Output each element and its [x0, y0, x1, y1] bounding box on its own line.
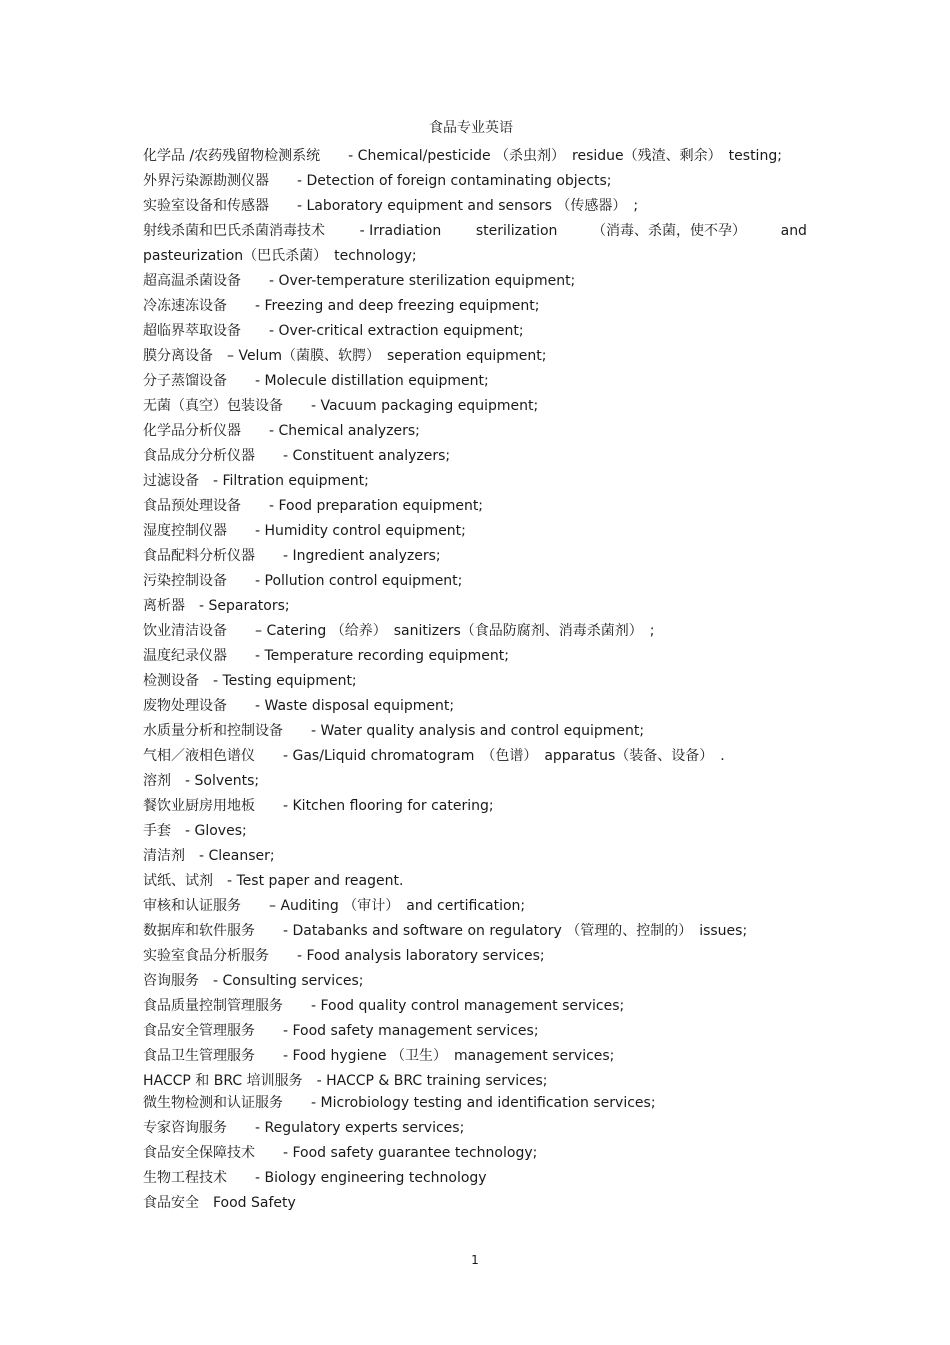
- list-item: 化学品分析仪器 - Chemical analyzers;: [143, 423, 420, 439]
- list-item: 专家咨询服务 - Regulatory experts services;: [143, 1120, 465, 1136]
- list-item: 化学品 /农药残留物检测系统 - Chemical/pesticide （杀虫剂） residue（残渣、剩余） testing;: [143, 148, 782, 164]
- list-item: 食品安全保障技术 - Food safety guarantee technology;: [143, 1145, 538, 1161]
- list-item: 试纸、试剂 - Test paper and reagent.: [143, 873, 404, 889]
- list-item: 食品预处理设备 - Food preparation equipment;: [143, 498, 484, 514]
- list-item-irradiation: [143, 219, 807, 244]
- list-item: 超临界萃取设备 - Over-critical extraction equipment;: [143, 323, 524, 339]
- list-item: 咨询服务 - Consulting services;: [143, 973, 364, 989]
- irradiation-sterilization: sterilization: [475, 223, 558, 239]
- list-item: 离析器 - Separators;: [143, 598, 290, 614]
- list-item: 膜分离设备 – Velum（菌膜、软腭） seperation equipment;: [143, 348, 547, 364]
- list-item: 手套 - Gloves;: [143, 823, 247, 839]
- list-item: 分子蒸馏设备 - Molecule distillation equipment;: [143, 373, 489, 389]
- list-item: 溶剂 - Solvents;: [143, 773, 260, 789]
- list-item: HACCP 和 BRC 培训服务 - HACCP & BRC training services;: [143, 1073, 548, 1089]
- list-item: 冷冻速冻设备 - Freezing and deep freezing equipment;: [143, 298, 540, 314]
- list-item: 餐饮业厨房用地板 - Kitchen flooring for catering;: [143, 798, 494, 814]
- list-item: 食品成分分析仪器 - Constituent analyzers;: [143, 448, 451, 464]
- list-item: 气相／液相色谱仪 - Gas/Liquid chromatogram （色谱） apparatus（装备、设备） .: [143, 748, 725, 764]
- list-item: 实验室设备和传感器 - Laboratory equipment and sensors （传感器） ;: [143, 198, 639, 214]
- list-item: 实验室食品分析服务 - Food analysis laboratory services;: [143, 948, 545, 964]
- list-item: pasteurization（巴氏杀菌） technology;: [143, 248, 417, 264]
- list-item: 审核和认证服务 – Auditing （审计） and certification;: [143, 898, 526, 914]
- list-item: 外界污染源勘测仪器 - Detection of foreign contaminating objects;: [143, 173, 612, 189]
- list-item: 食品配料分析仪器 - Ingredient analyzers;: [143, 548, 441, 564]
- list-item: 湿度控制仪器 - Humidity control equipment;: [143, 523, 466, 539]
- list-item: 污染控制设备 - Pollution control equipment;: [143, 573, 463, 589]
- list-item: 生物工程技术 - Biology engineering technology: [143, 1170, 487, 1186]
- list-item: 食品质量控制管理服务 - Food quality control management services;: [143, 998, 625, 1014]
- list-item: 检测设备 - Testing equipment;: [143, 673, 357, 689]
- page-title: 食品专业英语: [429, 120, 513, 136]
- list-item: 过滤设备 - Filtration equipment;: [143, 473, 369, 489]
- list-item: 食品安全管理服务 - Food safety management services;: [143, 1023, 539, 1039]
- list-item: 水质量分析和控制设备 - Water quality analysis and control equipment;: [143, 723, 645, 739]
- page-number: 1: [471, 1253, 479, 1267]
- list-item: 数据库和软件服务 - Databanks and software on regulatory （管理的、控制的） issues;: [143, 923, 748, 939]
- irradiation-gloss: （消毒、杀菌，使不孕）: [592, 223, 747, 239]
- irradiation-en: - Irradiation: [359, 223, 442, 239]
- list-item: 微生物检测和认证服务 - Microbiology testing and identification services;: [143, 1095, 656, 1111]
- list-item: 食品安全 Food Safety: [143, 1195, 296, 1211]
- list-item: 废物处理设备 - Waste disposal equipment;: [143, 698, 455, 714]
- irradiation-cn: 射线杀菌和巴氏杀菌消毒技术: [143, 223, 325, 239]
- term-list: [143, 144, 807, 1216]
- list-item: 饮业清洁设备 – Catering （给养） sanitizers（食品防腐剂、消毒杀菌剂） ;: [143, 623, 655, 639]
- list-item: 无菌（真空）包装设备 - Vacuum packaging equipment;: [143, 398, 539, 414]
- list-item: 食品卫生管理服务 - Food hygiene （卫生） management services;: [143, 1048, 615, 1064]
- list-item: 超高温杀菌设备 - Over-temperature sterilization equipment;: [143, 273, 576, 289]
- irradiation-and: and: [780, 223, 807, 239]
- list-item: 温度纪录仪器 - Temperature recording equipment;: [143, 648, 509, 664]
- list-item: 清洁剂 - Cleanser;: [143, 848, 275, 864]
